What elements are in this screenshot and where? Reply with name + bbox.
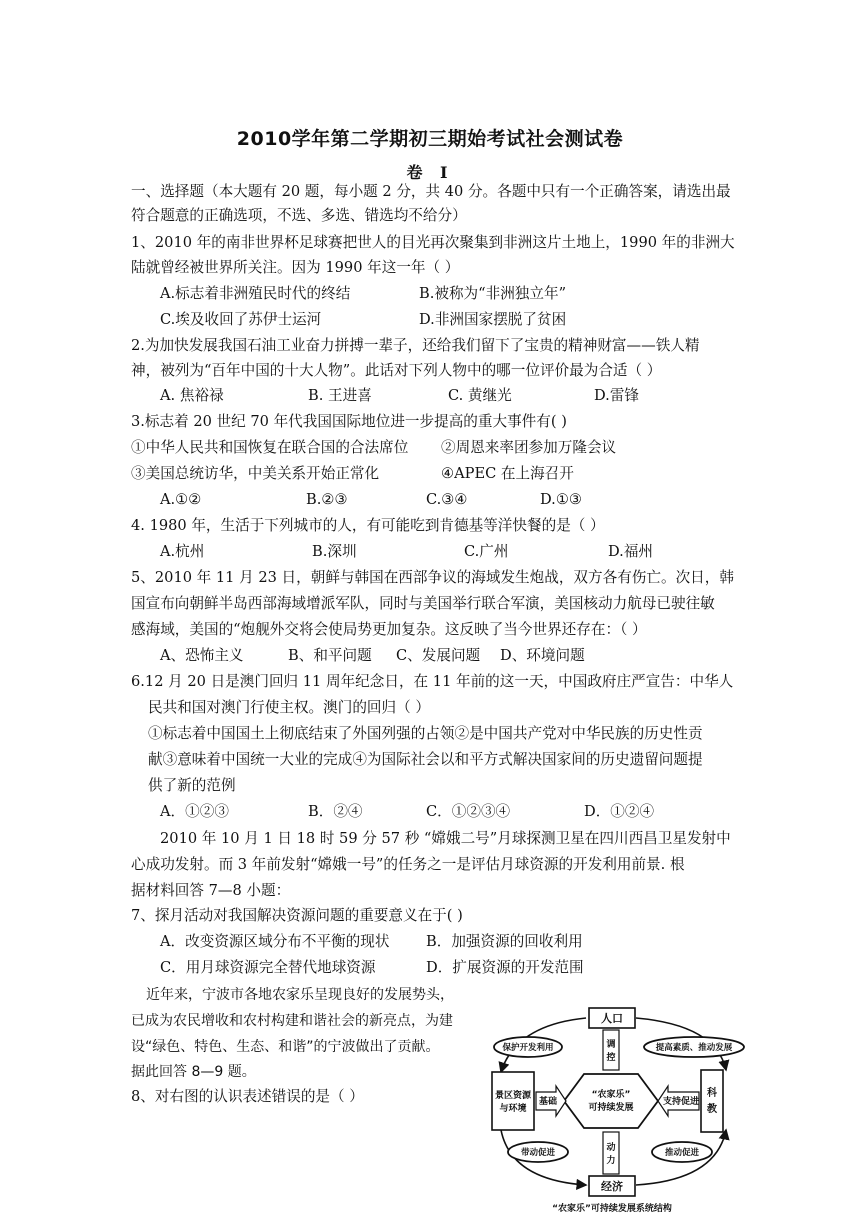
question-3-item: ②周恩来率团参加万隆会议 [441,439,617,456]
question-4-stem: 4. 1980 年，生活于下列城市的人，有可能吃到肯德基等洋快餐的是（ ） [131,517,605,534]
question-3-item: ④APEC 在上海召开 [441,465,574,482]
diagram-caption: “农家乐”可持续发展系统结构 [552,1204,672,1214]
question-1-option-a: A.标志着非洲殖民时代的终结 [160,285,351,302]
page-title: 2010学年第二学期初三期始考试社会测试卷 [236,128,624,150]
question-7-option-d: D．扩展资源的开发范围 [426,959,584,976]
question-3-option-c: C.③④ [426,491,468,508]
material-paragraph: 近年来，宁波市各地农家乐呈现良好的发展势头， [146,987,454,1003]
box-economy-label: 经济 [601,1180,623,1193]
question-5-option-b: B、和平问题 [288,647,372,664]
material-paragraph: 已成为农民增收和农村构建和谐社会的新亮点，为建 [131,1013,453,1029]
box-science-education [701,1070,723,1132]
center-hexagon [564,1074,658,1128]
question-6-stem: 献③意味着中国统一大业的完成④为国际社会以和平方式解决国家间的历史遗留问题提 [148,751,703,768]
question-5-option-a: A、恐怖主义 [160,647,244,664]
question-3-option-b: B.②③ [306,491,348,508]
material-paragraph: 据此回答 8—9 题。 [131,1064,256,1080]
link-foundation-label: 基础 [538,1097,558,1107]
question-2-option-c: C. 黄继光 [448,387,512,404]
link-regulate-label: 调 [606,1040,616,1050]
question-2-stem: 2.为加快发展我国石油工业奋力拼搏一辈子，还给我们留下了宝贵的精神财富——铁人精 [131,337,700,354]
question-6-stem: 6.12 月 20 日是澳门回归 11 周年纪念日，在 11 年前的这一天，中国政府庄严宣告：中华人 [131,673,734,690]
question-1-stem: 陆就曾经被世界所关注。因为 1990 年这一年（ ） [131,259,460,276]
box-science-education-label: 科 [707,1088,717,1099]
question-6-stem: 民共和国对澳门行使主权。澳门的回归（ ） [148,699,430,716]
link-power-label: 力 [606,1156,616,1166]
question-4-option-d: D.福州 [608,543,654,560]
question-6-stem: 供了新的范例 [148,777,236,794]
link-power-label: 动 [606,1143,616,1153]
box-resources-label: 景区资源 [494,1091,532,1101]
question-2-option-a: A. 焦裕禄 [160,387,224,404]
link-power [603,1132,619,1174]
question-6-option-d: D．①②④ [584,803,655,820]
question-4-option-a: A.杭州 [160,543,205,560]
question-3-stem: 3.标志着 20 世纪 70 年代我国国际地位进一步提高的重大事件有( ) [131,413,567,430]
label-protect-text: 保护开发利用 [502,1043,554,1053]
box-resources-label: 与环境 [499,1104,527,1114]
label-improve-text: 提高素质、推动发展 [655,1043,733,1053]
question-7-option-c: C．用月球资源完全替代地球资源 [160,959,376,976]
label-drive-text: 带动促进 [520,1148,556,1158]
question-3-item: ①中华人民共和国恢复在联合国的合法席位 [131,439,409,456]
question-1-option-b: B.被称为“非洲独立年” [419,285,567,302]
link-support-label: 支持促进 [662,1097,700,1107]
question-4-option-c: C.广州 [464,543,509,560]
question-7-option-a: A．改变资源区域分布不平衡的现状 [160,933,390,950]
question-1-option-d: D.非洲国家摆脱了贫困 [419,311,567,328]
question-7-option-b: B．加强资源的回收利用 [426,933,583,950]
center-label: “农家乐” [591,1090,631,1100]
material-paragraph: 设“绿色、特色、生态、和谐”的宁波做出了贡献。 [131,1039,440,1055]
link-regulate-label: 控 [606,1053,616,1063]
question-5-stem: 5、2010 年 11 月 23 日，朝鲜与韩国在西部争议的海域发生炮战，双方各有伤亡。次日，韩 [131,569,734,586]
box-population-label: 人口 [601,1012,623,1025]
question-6-option-c: C．①②③④ [426,803,511,820]
question-3-item: ③美国总统访华，中美关系开始正常化 [131,465,380,482]
question-6-option-a: A．①②③ [160,803,229,820]
question-2-option-b: B. 王进喜 [308,387,372,404]
box-science-education-label: 教 [707,1104,717,1115]
question-6-option-b: B．②④ [308,803,363,820]
section-intro: 一、选择题（本大题有 20 题，每小题 2 分，共 40 分。各题中只有一个正确答案，请选出最 [131,183,731,200]
question-5-option-c: C、发展问题 [396,647,481,664]
link-regulate [603,1030,619,1070]
question-6-stem: ①标志着中国国土上彻底结束了外国列强的占领②是中国共产党对中华民族的历史性贡 [148,725,703,742]
box-resources [492,1072,534,1130]
volume-label: 卷 Ⅰ [406,163,454,182]
question-1-stem: 1、2010 年的南非世界杯足球赛把世人的目光再次聚集到非洲这片土地上，1990 年的非洲大 [131,234,735,251]
question-4-option-b: B.深圳 [312,543,357,560]
label-promote-text: 推动促进 [664,1148,700,1158]
material-paragraph: 心成功发射。而 3 年前发射“嫦娥一号”的任务之一是评估月球资源的开发利用前景. 根 [131,856,685,873]
question-5-stem: 感海域，美国的“炮舰外交将会使局势更加复杂。这反映了当今世界还存在：（ ） [131,621,647,638]
question-1-option-c: C.埃及收回了苏伊士运河 [160,311,322,328]
question-3-option-d: D.①③ [540,491,582,508]
question-8-stem: 8、对右图的认识表述错误的是（ ） [131,1088,364,1105]
question-5-stem: 国宣布向朝鲜半岛西部海域增派军队，同时与美国举行联合军演，美国核动力航母已驶往敏 [131,595,715,612]
section-intro: 符合题意的正确选项，不选、多选、错选均不给分） [131,207,467,224]
question-2-option-d: D.雷锋 [594,387,640,404]
question-5-option-d: D、环境问题 [500,647,585,664]
question-3-option-a: A.①② [160,491,202,508]
system-structure-diagram [486,1000,748,1215]
material-paragraph: 2010 年 10 月 1 日 18 时 59 分 57 秒 “嫦娥二号”月球探测卫星在四川西昌卫星发射中 [160,830,731,847]
center-label: 可持续发展 [588,1103,634,1113]
question-2-stem: 神，被列为“百年中国的十大人物”。此话对下列人物中的哪一位评价最为合适（ ） [131,362,662,379]
question-7-stem: 7、探月活动对我国解决资源问题的重要意义在于( ) [131,907,463,924]
material-paragraph: 据材料回答 7—8 小题： [131,882,291,899]
